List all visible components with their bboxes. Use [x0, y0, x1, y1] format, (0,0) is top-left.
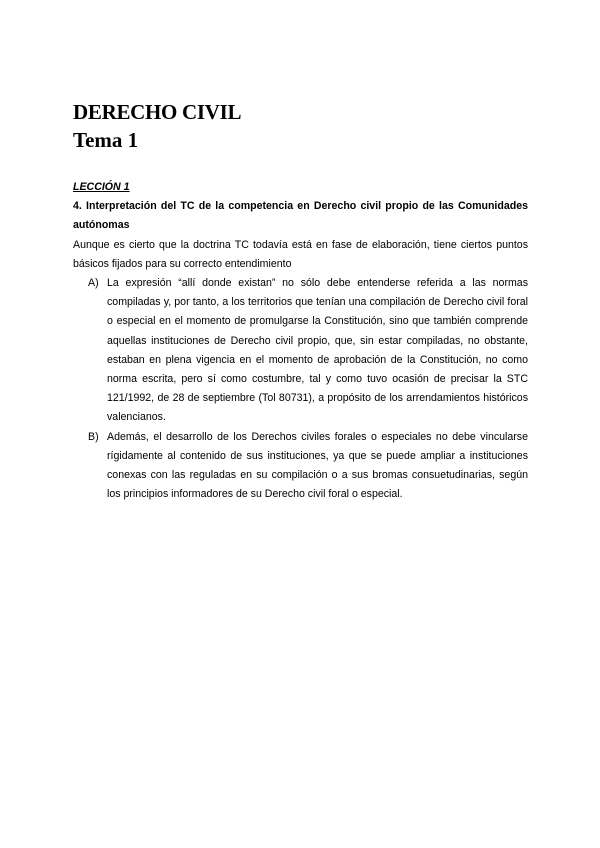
- list-marker: B): [88, 430, 99, 443]
- list-marker: A): [88, 277, 99, 290]
- list-item-text: La expresión “allí donde existan” no sólo debe entenderse referida a las normas compiladas y, por tanto, a los territorios que tenían una compilación de Derecho civil foral o especial en el momento de promulgarse la Constitución, sino que también comprende aquellas instituciones de Derecho civil propio, que, sin estar compiladas, no obstante, estaban en plena vigencia en el momento de aprobación de la Constitución, no como norma escrita, pero sí como costumbre, tal y como tuvo ocasión de precisar la STC 121/1992, de 28 de septiembre (Tol 80731), a propósito de los arrendamientos históricos valencianos.: [107, 277, 528, 424]
- document-subtitle: Tema 1: [73, 128, 139, 152]
- lesson-label: LECCIÓN 1: [73, 181, 130, 193]
- list-item: [73, 428, 528, 505]
- section-title: 4. Interpretación del TC de la competencia en Derecho civil propio de las Comunidades autónomas: [73, 200, 528, 232]
- lesson-content: [73, 178, 528, 504]
- document-title: DERECHO CIVIL: [73, 100, 242, 124]
- intro-paragraph: Aunque es cierto que la doctrina TC todavía está en fase de elaboración, tiene ciertos puntos básicos fijados para su correcto entendimiento: [73, 238, 528, 270]
- list-item-text: Además, el desarrollo de los Derechos civiles forales o especiales no debe vincularse rígidamente al contenido de sus instituciones, ya que se puede ampliar a instituciones conexas con las reguladas en su compilación o a sus bromas consuetudinarias, según los principios informadores de su Derecho civil foral o especial.: [107, 430, 528, 501]
- points-list: [73, 274, 528, 504]
- list-item: [73, 274, 528, 428]
